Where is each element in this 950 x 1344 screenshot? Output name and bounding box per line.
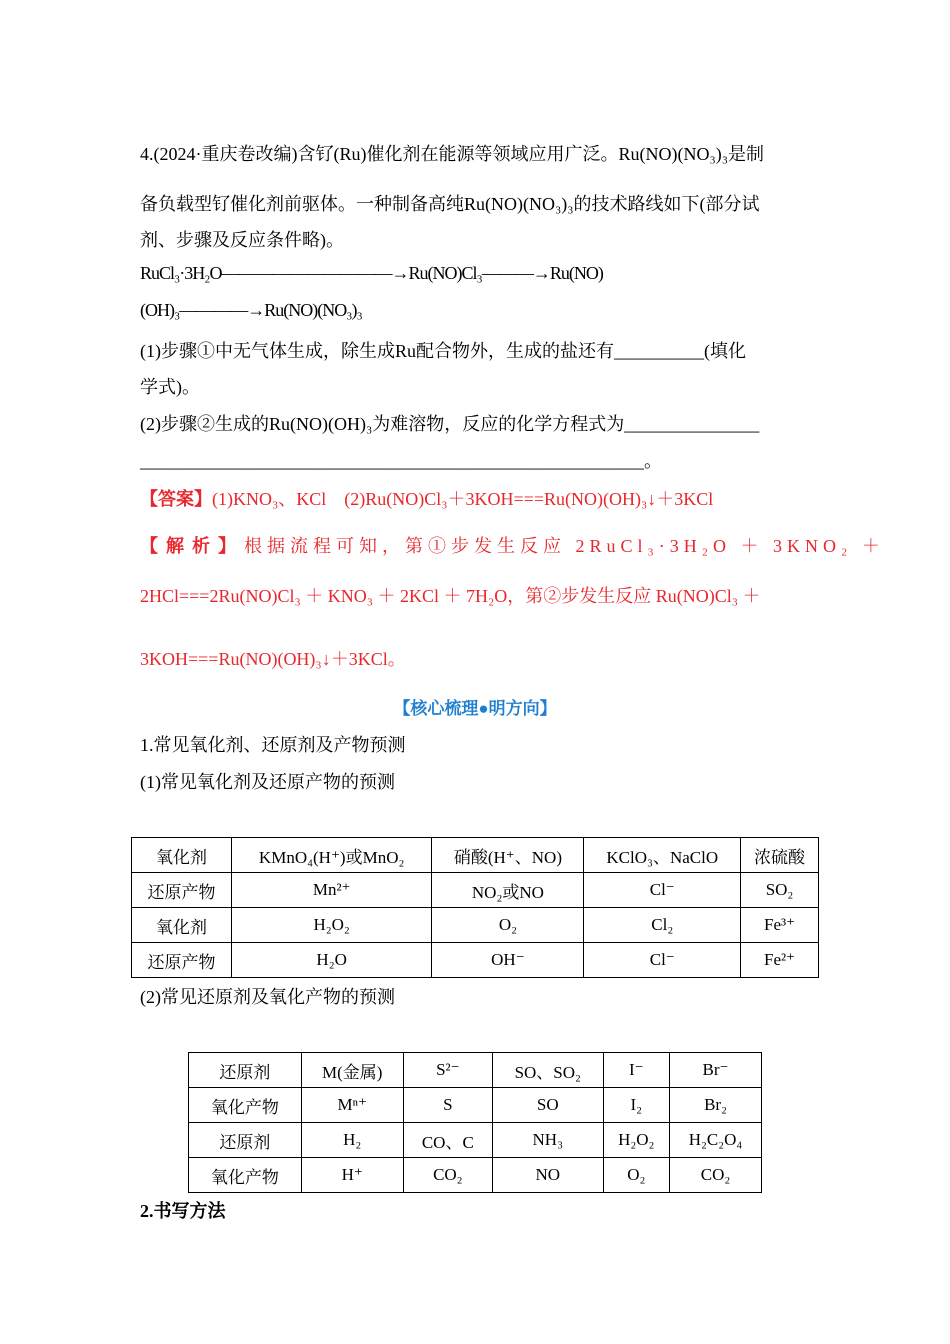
answer-label: 【答案】 <box>140 489 212 509</box>
reductant-table-cell: H⁺ <box>301 1158 403 1193</box>
reductant-table-cell: NO <box>493 1158 604 1193</box>
oxidant-table-cell: 硝酸(H⁺、NO) <box>432 838 584 873</box>
oxidant-table-row <box>132 943 819 978</box>
reductant-table-cell: CO₂ <box>403 1158 492 1193</box>
reductant-table-cell: 还原剂 <box>189 1123 302 1158</box>
reductant-table-cell: H₂O₂ <box>603 1123 670 1158</box>
question-line-2: 备负载型钌催化剂前驱体。一种制备高纯Ru(NO)(NO₃)₃的技术路线如下(部分试 <box>140 194 760 214</box>
reductant-table-cell: Br⁻ <box>670 1053 762 1088</box>
oxidant-table-cell: SO₂ <box>741 873 819 908</box>
oxidant-table-cell: Cl⁻ <box>584 943 741 978</box>
route-line-1: RuCl₃·3H₂O——————————→Ru(NO)Cl₃———→Ru(NO) <box>140 263 603 283</box>
reductant-table-cell: O₂ <box>603 1158 670 1193</box>
subquestion-2b: ________________________________________________________。 <box>140 451 662 471</box>
reductant-table-cell: H₂C₂O₄ <box>670 1123 762 1158</box>
reductant-table-cell: CO、C <box>403 1123 492 1158</box>
reductant-table-cell: H₂ <box>301 1123 403 1158</box>
oxidant-table-cell: 还原产物 <box>132 943 232 978</box>
oxidant-table-row <box>132 873 819 908</box>
analysis-line-1 <box>140 532 885 558</box>
reductant-table-cell: CO₂ <box>670 1158 762 1193</box>
answer-text: (1)KNO₃、KCl (2)Ru(NO)Cl₃＋3KOH===Ru(NO)(OH)₃↓＋3KCl <box>212 489 714 509</box>
subquestion-1a: (1)步骤①中无气体生成，除生成Ru配合物外，生成的盐还有__________(填化 <box>140 341 746 361</box>
reductant-table-cell: S <box>403 1088 492 1123</box>
oxidant-table-cell: Fe³⁺ <box>741 908 819 943</box>
reductant-table-cell: 还原剂 <box>189 1053 302 1088</box>
sub-heading-1: (1)常见氧化剂及还原产物的预测 <box>140 772 395 792</box>
reductant-table-cell: Br₂ <box>670 1088 762 1123</box>
answer-line <box>140 485 713 511</box>
reductant-table-cell: SO、SO₂ <box>493 1053 604 1088</box>
oxidant-table-row <box>132 838 819 873</box>
analysis-label: 【解析】 <box>140 536 244 556</box>
reductant-table <box>188 1052 762 1193</box>
oxidant-table-cell: Mn²⁺ <box>231 873 432 908</box>
oxidant-table-cell: 氧化剂 <box>132 908 232 943</box>
reductant-table-row <box>189 1088 762 1123</box>
oxidant-table-cell: 氧化剂 <box>132 838 232 873</box>
oxidant-table-row <box>132 908 819 943</box>
subquestion-1b: 学式)。 <box>140 377 200 397</box>
reductant-table-cell: Mⁿ⁺ <box>301 1088 403 1123</box>
reductant-table-cell: I₂ <box>603 1088 670 1123</box>
analysis-line-2: 2HCl===2Ru(NO)Cl₃ ＋ KNO₃ ＋ 2KCl ＋ 7H₂O，第②步发生反应 Ru(NO)Cl₃ ＋ <box>140 586 761 606</box>
oxidant-table-cell: Cl₂ <box>584 908 741 943</box>
oxidant-table-cell: H₂O <box>231 943 432 978</box>
route-line-2: (OH)₃————→Ru(NO)(NO₃)₃ <box>140 300 362 320</box>
oxidant-table-cell: Fe²⁺ <box>741 943 819 978</box>
oxidant-table <box>131 837 819 978</box>
oxidant-table-cell: 浓硫酸 <box>741 838 819 873</box>
oxidant-table-cell: Cl⁻ <box>584 873 741 908</box>
section-title: 【核心梳理●明方向】 <box>393 699 557 718</box>
heading-1: 1.常见氧化剂、还原剂及产物预测 <box>140 735 406 755</box>
analysis-line-3: 3KOH===Ru(NO)(OH)₃↓＋3KCl。 <box>140 649 406 669</box>
reductant-table-cell: SO <box>493 1088 604 1123</box>
reductant-table-row <box>189 1158 762 1193</box>
oxidant-table-cell: KMnO₄(H⁺)或MnO₂ <box>231 838 432 873</box>
question-line-1: 4.(2024·重庆卷改编)含钌(Ru)催化剂在能源等领域应用广泛。Ru(NO)(NO₃)₃是制 <box>140 144 765 164</box>
oxidant-table-cell: OH⁻ <box>432 943 584 978</box>
reductant-table-cell: I⁻ <box>603 1053 670 1088</box>
reductant-table-cell: 氧化产物 <box>189 1158 302 1193</box>
reductant-table-row <box>189 1053 762 1088</box>
question-line-3: 剂、步骤及反应条件略)。 <box>140 230 344 250</box>
oxidant-table-cell: O₂ <box>432 908 584 943</box>
reductant-table-cell: S²⁻ <box>403 1053 492 1088</box>
oxidant-table-cell: NO₂或NO <box>432 873 584 908</box>
oxidant-table-cell: 还原产物 <box>132 873 232 908</box>
oxidant-table-cell: H₂O₂ <box>231 908 432 943</box>
sub-heading-2: (2)常见还原剂及氧化产物的预测 <box>140 987 395 1007</box>
analysis-text-1: 根据流程可知，第①步发生反应 2RuCl₃·3H₂O ＋ 3KNO₂ ＋ <box>244 536 885 556</box>
reductant-table-row <box>189 1123 762 1158</box>
reductant-table-cell: M(金属) <box>301 1053 403 1088</box>
subquestion-2a: (2)步骤②生成的Ru(NO)(OH)₃为难溶物，反应的化学方程式为_______________ <box>140 414 760 434</box>
heading-2: 2.书写方法 <box>140 1201 226 1221</box>
reductant-table-cell: NH₃ <box>493 1123 604 1158</box>
reductant-table-cell: 氧化产物 <box>189 1088 302 1123</box>
oxidant-table-cell: KClO₃、NaClO <box>584 838 741 873</box>
